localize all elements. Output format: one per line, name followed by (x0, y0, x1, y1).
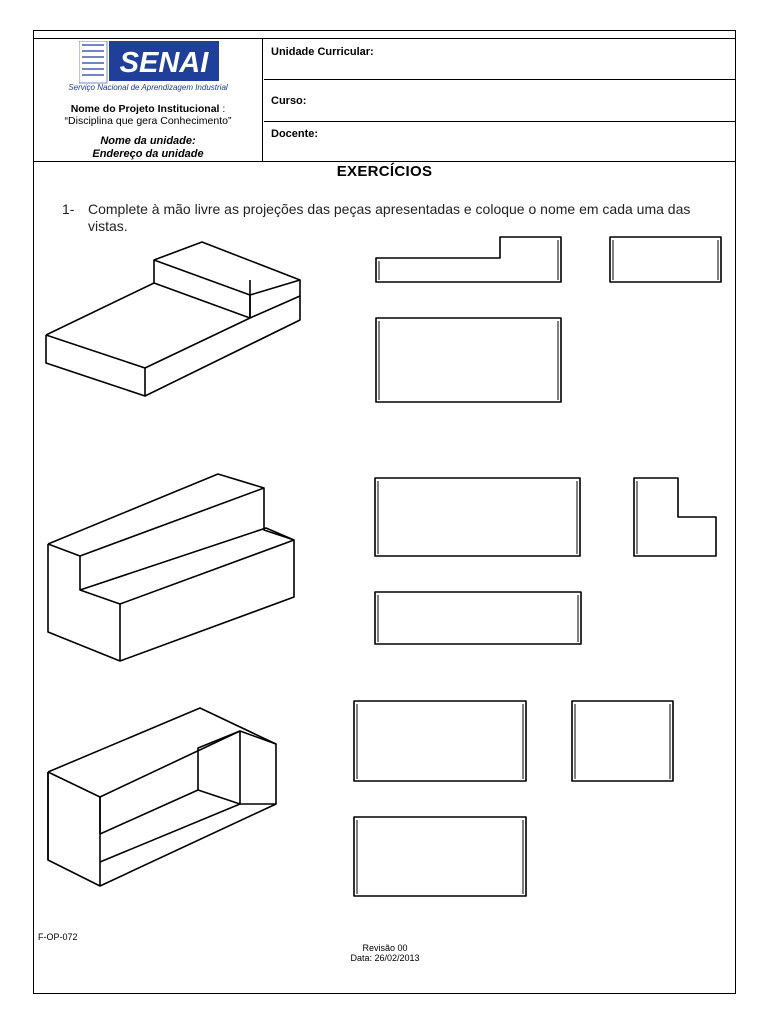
project-motto: “Disciplina que gera Conhecimento” (64, 115, 232, 127)
exercise-text: Complete à mão livre as projeções das peças apresentadas e coloque o nome em cada uma das vistas. (88, 201, 691, 234)
form-code: F-OP-072 (38, 932, 78, 942)
page-title: EXERCÍCIOS (336, 163, 433, 180)
revision-date: Data: 26/02/2013 (350, 953, 420, 963)
project-label: Nome do Projeto Institucional (70, 103, 220, 115)
revision: Revisão 00 (362, 943, 408, 953)
unit-name: Nome da unidade: (100, 135, 196, 147)
piece-2-projections (375, 478, 716, 644)
exercise-number: 1- (62, 201, 75, 217)
logo-brand-text: SENAI (119, 47, 209, 79)
logo-caption: Serviço Nacional de Aprendizagem Industrial (68, 83, 228, 92)
piece-3-isometric (48, 708, 276, 886)
piece-2-isometric (48, 474, 294, 661)
piece-1-projections (376, 237, 721, 402)
curricular-unit-field: Unidade Curricular: (264, 39, 736, 80)
course-field: Curso: (264, 80, 736, 122)
teacher-field: Docente: (271, 128, 319, 140)
unit-address: Endereço da unidade (92, 148, 204, 160)
project-colon: : (219, 103, 226, 115)
piece-1-isometric (46, 242, 300, 396)
piece-3-projections (354, 701, 673, 896)
revision-info (300, 943, 470, 963)
